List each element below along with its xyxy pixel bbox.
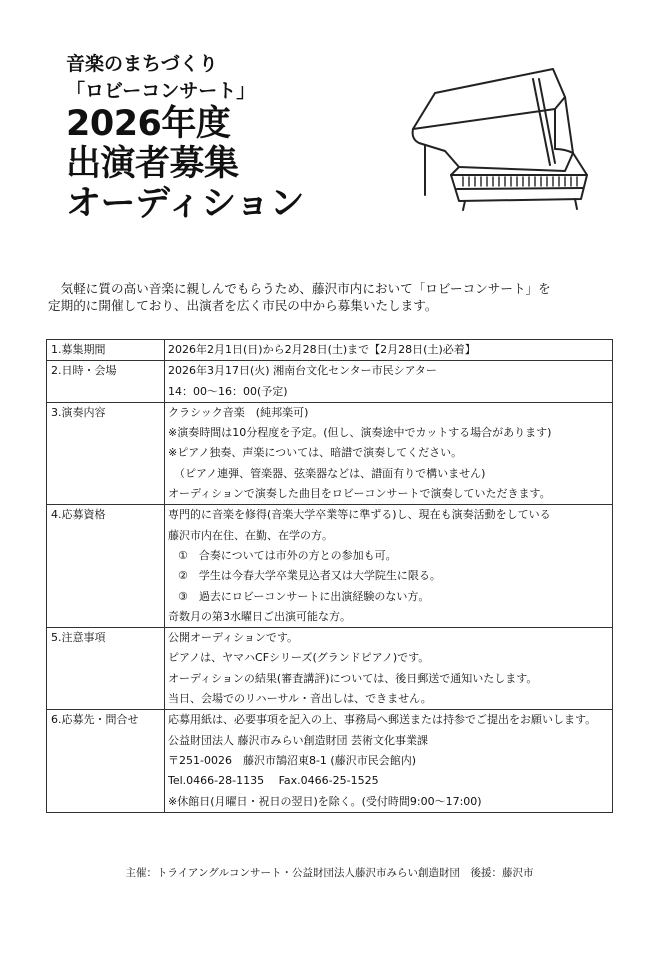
row-content <box>165 402 613 504</box>
table-row <box>47 710 613 812</box>
content-line: クラシック音楽 (純邦楽可) <box>168 405 309 419</box>
row-label: 4.応募資格 <box>47 505 165 628</box>
content-line: 当日、会場でのリハーサル・音出しは、できません。 <box>168 692 432 706</box>
content-line: ② 学生は今春大学卒業見込者又は大学院生に限る。 <box>178 569 441 583</box>
table-row <box>47 361 613 403</box>
row-label: 6.応募先・問合せ <box>47 710 165 812</box>
row-content <box>165 361 613 403</box>
content-line: （ピアノ連弾、管楽器、弦楽器などは、譜面有りで構いません) <box>174 466 486 480</box>
header <box>66 50 304 224</box>
title-recruit: 出演者募集 <box>66 144 239 184</box>
content-line: 2026年2月1日(日)から2月28日(土)まで【2月28日(土)必着】 <box>168 343 476 356</box>
table-row <box>47 628 613 710</box>
intro-line: 気軽に質の高い音楽に親しんでもらうため、藤沢市内において「ロビーコンサート」を <box>48 281 551 296</box>
row-content <box>165 710 613 812</box>
subtitle-2: 「ロビーコンサート」 <box>66 80 256 102</box>
row-label: 5.注意事項 <box>47 628 165 710</box>
title-audition: オーディション <box>66 184 305 224</box>
row-label: 2.日時・会場 <box>47 361 165 403</box>
intro-text <box>48 280 613 314</box>
content-line: 専門的に音楽を修得(音楽大学卒業等に準ずる)し、現在も演奏活動をしている <box>168 508 551 522</box>
content-line: 〒251-0026 藤沢市鵠沼東8-1 (藤沢市民会館内) <box>168 753 417 767</box>
piano-keys <box>463 177 577 186</box>
details-table <box>46 339 613 813</box>
content-line: 藤沢市内在住、在勤、在学の方。 <box>168 528 333 542</box>
content-line: ピアノは、ヤマハCFシリーズ(グランドピアノ)です。 <box>168 651 430 665</box>
content-line: 2026年3月17日(火) 湘南台文化センター市民シアター <box>168 364 437 378</box>
footer-organizers: 主催：トライアングルコンサート・公益財団法人藤沢市みらい創造財団 後援：藤沢市 <box>125 867 534 879</box>
content-line: 応募用紙は、必要事項を記入の上、事務局へ郵送または持参でご提出をお願いします。 <box>168 713 597 727</box>
content-line: 奇数月の第3水曜日ご出演可能な方。 <box>168 609 351 623</box>
grand-piano-icon <box>405 67 600 212</box>
row-content <box>165 628 613 710</box>
title-year: 2026年度 <box>66 104 231 144</box>
content-line: Tel.0466-28-1135 Fax.0466-25-1525 <box>168 774 379 788</box>
content-line: ※ピアノ独奏、声楽については、暗譜で演奏してください。 <box>168 446 463 460</box>
table-row <box>47 340 613 361</box>
content-line: ① 合奏については市外の方との参加も可。 <box>178 548 397 562</box>
row-label: 1.募集期間 <box>47 340 165 361</box>
content-line: ※休館日(月曜日・祝日の翌日)を除く。(受付時間9:00～17:00) <box>168 794 482 808</box>
row-content <box>165 340 613 361</box>
table-row <box>47 505 613 628</box>
content-line: オーディションで演奏した曲目をロビーコンサートで演奏していただきます。 <box>168 487 551 501</box>
row-content <box>165 505 613 628</box>
content-line: ※演奏時間は10分程度を予定。(但し、演奏途中でカットする場合があります) <box>168 426 552 440</box>
content-line: オーディションの結果(審査講評)については、後日郵送で通知いたします。 <box>168 671 538 685</box>
content-line: 公開オーディションです。 <box>168 631 299 645</box>
content-line: ③ 過去にロビーコンサートに出演経験のない方。 <box>178 589 430 603</box>
subtitle-1: 音楽のまちづくり <box>66 53 218 75</box>
table-row <box>47 402 613 504</box>
content-line: 公益財団法人 藤沢市みらい創造財団 芸術文化事業課 <box>168 733 428 747</box>
content-line: 14：00～16：00(予定) <box>168 384 288 398</box>
row-label: 3.演奏内容 <box>47 402 165 504</box>
intro-line: 定期的に開催しており、出演者を広く市民の中から募集いたします。 <box>48 298 438 313</box>
